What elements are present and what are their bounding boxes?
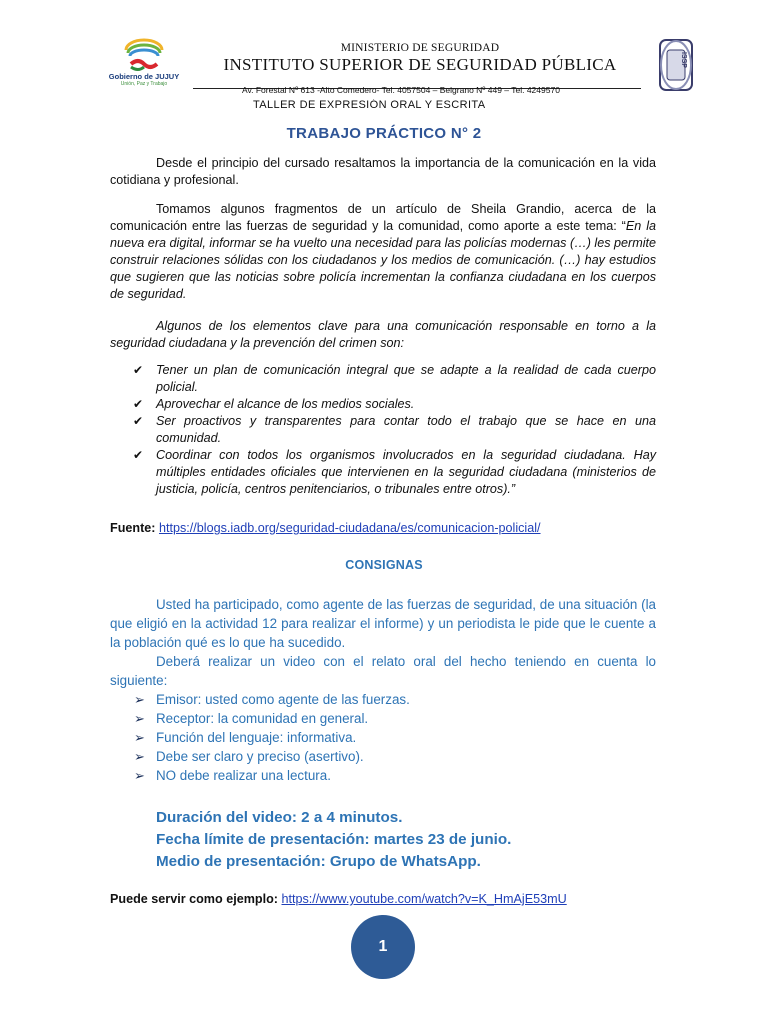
checkmark-icon: ✔ (133, 414, 144, 428)
arrow-bullet-icon: ➢ (134, 730, 145, 745)
source-label: Fuente: (110, 521, 156, 535)
arrow-bullet-icon: ➢ (134, 768, 145, 783)
document-title: TRABAJO PRÁCTICO N° 2 (286, 125, 482, 142)
list-item: ✔ Aprovechar el alcance de los medios sociales. (133, 397, 415, 411)
list-item: ➢ Función del lenguaje: informativa. (134, 730, 357, 745)
list-item: ➢ NO debe realizar una lectura. (134, 768, 331, 783)
duration-line: Duración del video: 2 a 4 minutos. (156, 809, 403, 826)
list-item: ✔ Coordinar con todos los organismos involucrados en la seguridad ciudadana. Hay múltiples entidades oficiales que intervienen en la seguridad ciudadana (ministerios de justicia, policía, centros penitenciarios, o tribunales entre otros).” (133, 448, 656, 496)
list-item: ✔ Ser proactivos y transparentes para contar todo el trabajo que se hace en una comunidad. (133, 414, 656, 445)
checkmark-icon: ✔ (133, 448, 144, 462)
consignas-heading: CONSIGNAS (345, 558, 423, 572)
logo-subcaption: Unión, Paz y Trabajo (120, 81, 168, 87)
workshop-name: TALLER DE EXPRESIÓN ORAL Y ESCRITA (253, 99, 486, 108)
logo-caption: Gobierno de JUJUY (108, 72, 180, 81)
intro-text: Desde el principio del cursado resaltamos la importancia de la comunicación en la vida cotidiana y profesional. (110, 156, 656, 187)
list-item: ✔ Tener un plan de comunicación integral que se adapte a la realidad de cada cuerpo policial. (133, 363, 656, 394)
example-link[interactable]: https://www.youtube.com/watch?v=K_HmAjE53mU (281, 892, 567, 906)
consignas-list (110, 690, 656, 785)
source-line (110, 521, 541, 535)
institute-heading: INSTITUTO SUPERIOR DE SEGURIDAD PÚBLICA (223, 55, 617, 74)
intro-paragraph (110, 155, 656, 189)
example-line (110, 892, 567, 906)
key-elements-intro-text: Algunos de los elementos clave para una comunicación responsable en torno a la seguridad ciudadana y la prevención del crimen son: (110, 319, 656, 350)
arrow-bullet-icon: ➢ (134, 692, 145, 707)
checkmark-icon: ✔ (133, 397, 144, 411)
list-item: ➢ Debe ser claro y preciso (asertivo). (134, 749, 364, 764)
video-details (156, 807, 511, 873)
arrow-bullet-icon: ➢ (134, 749, 145, 764)
consignas-paragraph-2: Deberá realizar un video con el relato oral del hecho teniendo en cuenta lo siguiente: (110, 654, 656, 688)
medium-line: Medio de presentación: Grupo de WhatsApp. (156, 853, 481, 870)
article-intro-text: Tomamos algunos fragmentos de un artículo de Sheila Grandio, acerca de la comunicación entre las fuerzas de seguridad y la comunidad, como aporte a este tema: “ (110, 202, 656, 233)
consignas-paragraph-1: Usted ha participado, como agente de las fuerzas de seguridad, de una situación (la que eligió en la actividad 12 para realizar el informe) y un periodista le pide que le cuente a la población qué es lo que ha sucedido. (110, 597, 656, 650)
example-label: Puede servir como ejemplo: (110, 892, 278, 906)
deadline-line: Fecha límite de presentación: martes 23 de junio. (156, 831, 512, 848)
ministry-heading: MINISTERIO DE SEGURIDAD (340, 42, 500, 54)
address-line: Av. Forestal Nº 613 -Alto Comedero- Tel. 4057504 – Belgrano Nº 449 – Tel. 4249570 (242, 85, 560, 95)
checkmark-icon: ✔ (133, 363, 144, 377)
list-item: ➢ Receptor: la comunidad en general. (134, 711, 369, 726)
article-paragraph (110, 201, 656, 303)
arrow-bullet-icon: ➢ (134, 711, 145, 726)
article-quote-text: En la nueva era digital, informar se ha vuelto una necesidad para las policías modernas (…) les permite construir relaciones sólidas con los ciudadanos y los medios de comunicación. (…) hay estudios que sugieren que las noticias sobre policía incrementan la confianza ciudadana en los cuerpos de seguridad. (110, 219, 657, 301)
issp-logo-text: ISSP (680, 52, 687, 68)
page-number: 1 (351, 915, 415, 979)
source-link[interactable]: https://blogs.iadb.org/seguridad-ciudadana/es/comunicacion-policial/ (158, 521, 541, 535)
key-elements-intro (110, 318, 656, 352)
key-elements-list (110, 362, 656, 498)
list-item: ➢ Emisor: usted como agente de las fuerzas. (134, 692, 410, 707)
